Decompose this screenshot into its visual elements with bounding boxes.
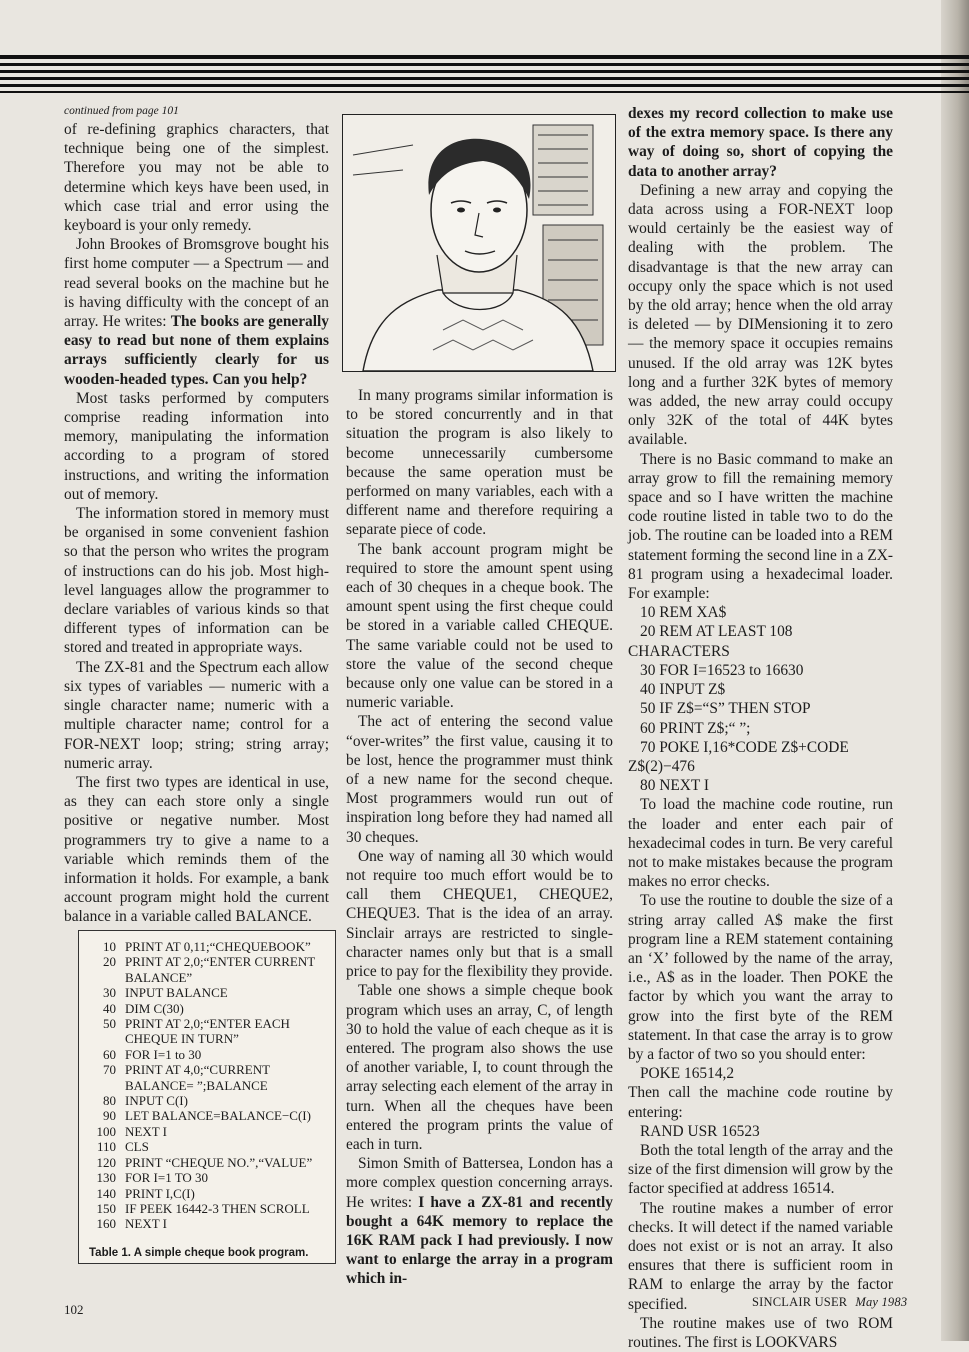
line-code: PRINT “CHEQUE NO.”,“VALUE”: [125, 1154, 313, 1170]
paragraph: of re-defining graphics characters, that technique being one of the simplest. Therefore you may not be able to determine which keys have been used, in which case trial and error using the keyboard is your only remedy.: [64, 121, 329, 235]
listing-line: [89, 1186, 327, 1201]
line-code: INPUT C(I): [125, 1093, 188, 1109]
paragraph: Most tasks performed by computers comprise reading information into memory, manipulating the information according to a program of stored instructions, and writing the information out of memory.: [64, 389, 329, 503]
line-number: 40: [103, 1000, 116, 1016]
question-text: I have a ZX-81 and recently bought a 64K memory to replace the 16K RAM pack I had previously. I now want to enlarge the array in a program which in-: [346, 1193, 613, 1288]
question-continued: dexes my record collection to make use of the extra memory space. Is there any way of doing so, short of copying the data to another array?: [628, 105, 893, 180]
line-number: 140: [96, 1185, 116, 1201]
page-number: 102: [64, 1302, 84, 1317]
listing-line: [89, 1016, 327, 1047]
hex-loader-code: [628, 603, 893, 795]
listing-line: [89, 1170, 327, 1185]
paragraph-text: John Brookes of Bromsgrove bought his first home computer — a Spectrum — and read several books on the machine but he is having difficulty with the concept of an array. He writes:: [64, 236, 329, 331]
line-code: CLS: [125, 1139, 149, 1155]
line-code: NEXT I: [125, 1216, 168, 1232]
column-3: [628, 104, 893, 1352]
running-footer: [752, 1295, 907, 1310]
listing-line: [89, 1108, 327, 1123]
paragraph: To load the machine code routine, run the loader and enter each pair of hexadecimal codes in turn. Be very careful not to make mistakes because the program makes no error checks.: [628, 796, 893, 891]
paragraph: Then call the machine code routine by entering:: [628, 1084, 893, 1121]
code-line: 40 INPUT Z$: [640, 681, 726, 699]
listing-line: [89, 1155, 327, 1170]
line-code: PRINT AT 2,0;“ENTER CURRENT BALANCE”: [125, 954, 315, 985]
column-1: [64, 104, 329, 927]
listing-line: [89, 1001, 327, 1016]
page-edge: [941, 0, 969, 1341]
listing-line: [89, 1062, 327, 1093]
line-number: 50: [103, 1016, 116, 1032]
listing-line: [89, 1093, 327, 1108]
code-line: 80 NEXT I: [640, 777, 709, 795]
listing-line: [89, 1047, 327, 1062]
line-number: 120: [96, 1154, 116, 1170]
line-code: PRINT AT 2,0;“ENTER EACH CHEQUE IN TURN”: [125, 1016, 290, 1047]
code-line: 60 PRINT Z$;“ ”;: [640, 719, 751, 737]
table-1-listing: [78, 930, 336, 1264]
poke-command: POKE 16514,2: [640, 1065, 735, 1083]
line-code: INPUT BALANCE: [125, 985, 228, 1001]
line-number: 130: [96, 1170, 116, 1186]
code-line: 30 FOR I=16523 to 16630: [640, 661, 804, 679]
paragraph: Both the total length of the array and the size of the first dimension will grow by the factor specified at address 16514.: [628, 1141, 894, 1198]
issue-date: May 1983: [855, 1295, 908, 1309]
line-code: FOR I=1 to 30: [125, 1046, 202, 1062]
line-number: 20: [103, 954, 116, 970]
code-line: 50 IF Z$=“S” THEN STOP: [640, 700, 811, 718]
line-code: IF PEEK 16442-3 THEN SCROLL: [125, 1200, 310, 1216]
listing-line: [89, 939, 327, 954]
listing-line: [89, 985, 327, 1000]
line-number: 10: [103, 939, 116, 954]
paragraph: The bank account program might be required to store the amount spent using each of 30 cheques in a cheque book. The amount spent using the first cheque could be stored in a variable called CHEQUE. The same variable could not be used to store the value of the second cheque because only one value can be stored in a numeric variable.: [346, 540, 613, 712]
paragraph: In many programs similar information is to be stored concurrently and in that situation the program is also likely to become unnecessarily cumbersome because the same operation must be performed on many variables, each with a different name and therefore requiring a separate piece of code.: [346, 387, 613, 539]
line-number: 150: [96, 1200, 116, 1216]
line-code: PRINT AT 4,0;“CURRENT BALANCE= ”;BALANCE: [125, 1062, 270, 1093]
reader-question: [346, 1154, 613, 1288]
line-code: LET BALANCE=BALANCE−C(I): [125, 1108, 311, 1124]
line-code: NEXT I: [125, 1123, 168, 1139]
table-caption: Table 1. A simple cheque book program.: [89, 1246, 309, 1259]
line-number: 30: [103, 985, 116, 1001]
question-text: The books are generally easy to read but none of them explains arrays sufficiently clearly for us wooden-headed types. Can you help?: [64, 313, 329, 388]
paragraph: The routine makes a number of error checks. It will detect if the named variable does not exist or is not an array. It also ensures that there is sufficient room in RAM to enlarge the array by the factor specified.: [628, 1199, 893, 1313]
paragraph: The routine makes use of two ROM routines. The first is LOOKVARS: [628, 1314, 893, 1351]
paragraph: The act of entering the second value “over-writes” the first value, causing it to be lost, hence the programmer must think of a new name for the second cheque. Most programmers would run out of inspiration long before they had named all 30 cheques.: [346, 713, 613, 846]
rand-command: RAND USR 16523: [640, 1122, 760, 1140]
line-number: 160: [96, 1216, 116, 1232]
paragraph: Defining a new array and copying the data across using a FOR-NEXT loop would certainly be the easiest way of dealing with the problem. The disadvantage is that the new array can occupy only the space which is not used by the old array; hence when the old array is deleted — by DIMensioning it to zero — the memory space it occupies remains unused. If the old array was 12K bytes long and a further 32K bytes of memory was added, the new array could occupy only 32K of the total of 44K bytes available.: [628, 181, 893, 449]
column-2: [346, 386, 613, 1289]
line-number: 60: [103, 1046, 116, 1062]
portrait-drawing: [343, 115, 615, 371]
line-number: 110: [96, 1139, 116, 1155]
line-code: PRINT I,C(I): [125, 1185, 195, 1201]
paragraph: The information stored in memory must be organised in some convenient fashion so that the person who writes the program of instructions can do his job. Most high-level languages allow the programmer to declare variables of various kinds so that different types of information can be stored and treated in appropriate ways.: [64, 505, 329, 657]
code-line: 10 REM XA$: [640, 604, 727, 622]
listing-lines: [89, 939, 327, 1232]
author-portrait-illustration: [342, 114, 616, 372]
paragraph-text: Simon Smith of Battersea, London has a more complex question concerning arrays. He writes:: [346, 1155, 613, 1211]
listing-line: [89, 1139, 327, 1154]
line-number: 70: [103, 1062, 116, 1078]
listing-line: [89, 1201, 327, 1216]
paragraph: The ZX-81 and the Spectrum each allow six types of variables — numeric with a single character name; numeric with a multiple character name; control for a FOR-NEXT loop; string; string array; numeric array.: [64, 658, 329, 772]
paragraph: Table one shows a simple cheque book program which uses an array, C, of length 30 to hold the value of each cheque as it is entered. The program also shows the use of another variable, I, to count through the array selecting each element of the array in turn. When all the cheques have been entered the program prints the value of each in turn.: [346, 982, 613, 1153]
paragraph: There is no Basic command to make an array grow to fill the remaining memory space and so I have written the machine code routine listed in table two to do the job. The routine can be loaded into a REM statement forming the second line in a ZX-81 program using a hexadecimal loader. For example:: [628, 450, 893, 603]
line-number: 80: [103, 1093, 116, 1109]
paragraph: One way of naming all 30 which would not require too much effort would be to call them CHEQUE1, CHEQUE2, CHEQUE3. That is the idea of an array. Sinclair arrays are restricted to single-character names only but that is a small price to pay for the flexibility they provide.: [346, 847, 613, 981]
code-line: 20 REM AT LEAST 108 CHARACTERS: [628, 623, 793, 660]
line-code: FOR I=1 TO 30: [125, 1170, 209, 1186]
continued-note: continued from page 101: [64, 105, 179, 117]
line-code: PRINT AT 0,11;“CHEQUEBOOK”: [125, 939, 311, 954]
reader-question: [64, 235, 329, 389]
listing-line: [89, 1124, 327, 1139]
magazine-name: SINCLAIR USER: [752, 1295, 848, 1309]
line-code: DIM C(30): [125, 1000, 184, 1016]
line-number: 100: [96, 1123, 116, 1139]
paragraph: To use the routine to double the size of a string array called A$ make the first program line a REM statement containing an ‘X’ followed by the name of the array, i.e., A$ as in the loader. Then POKE the factor by which you want the array to grow into the first byte of the REM statement. In that case the array is to grow by a factor of two so you should enter:: [628, 892, 893, 1063]
listing-line: [89, 1216, 327, 1231]
listing-line: [89, 954, 327, 985]
paragraph: The first two types are identical in use, as they can each store only a single positive or negative number. Most programmers try to give a name to a variable which reminds them of the information it holds. For example, a bank account program might hold the current balance in a variable called BALANCE.: [64, 773, 329, 926]
code-line: 70 POKE I,16*CODE Z$+CODE Z$(2)−476: [628, 738, 849, 775]
line-number: 90: [103, 1108, 116, 1124]
header-rules: [0, 55, 969, 95]
